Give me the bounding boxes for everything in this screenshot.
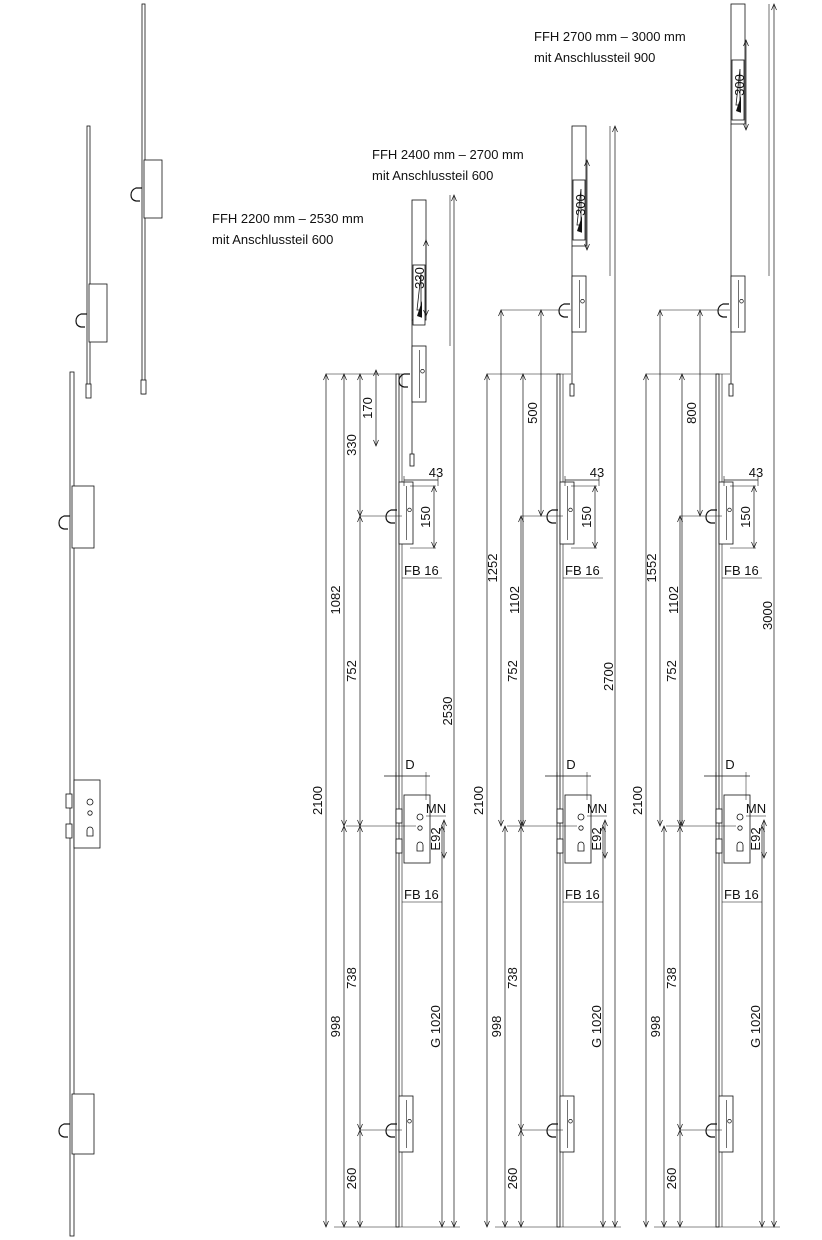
dim-1102-label: 1102: [666, 586, 681, 614]
latch-bolt: [716, 809, 722, 823]
extension-lock-plate: [731, 276, 745, 332]
dim-mn: [746, 801, 766, 816]
fb16-main: [722, 887, 762, 902]
dim-150: [418, 486, 437, 548]
overview-parts: [59, 4, 162, 1236]
dim-total: [440, 195, 457, 1227]
dim-260-label: 260: [505, 1167, 520, 1190]
dim-1102-label: 1102: [507, 586, 522, 614]
dim-mn-label: MN: [586, 801, 608, 816]
hook-bolt: [76, 314, 87, 327]
dim-43-label: 43: [748, 465, 764, 480]
hook-bolt: [559, 304, 570, 317]
lock-housing: [399, 482, 413, 544]
overview-extension-900: [131, 4, 162, 394]
dim-e92: [748, 820, 767, 858]
dim-1102: [507, 374, 526, 826]
dim-top-piece-label: 300: [573, 194, 588, 216]
main-lock: [396, 795, 430, 863]
caption-title: FFH 2400 mm – 2700 mm: [372, 147, 524, 162]
dim-hook-top: [644, 310, 663, 826]
dim-hook-top-label: 1552: [644, 553, 659, 583]
fb16-upper: [402, 563, 442, 578]
fb16-upper-label: FB 16: [404, 563, 439, 578]
dim-998-label: 998: [489, 1015, 504, 1038]
dim-2100: [630, 374, 649, 1227]
dim-upper: [684, 310, 703, 516]
upper-lock-plate: [72, 486, 94, 548]
hook-bolt: [59, 1124, 70, 1137]
dim-mn: [587, 801, 607, 816]
dim-260: [664, 1130, 683, 1227]
dim-upper-label: 800: [684, 402, 699, 424]
dim-g-1020-label: G 1020: [589, 1005, 604, 1048]
upper-hook-bolt: [706, 510, 717, 523]
dim-150: [738, 486, 757, 548]
upper-hook-lock: [719, 482, 733, 544]
dim-1102: [666, 374, 685, 826]
rail-profile: [396, 374, 399, 1227]
lock-housing: [560, 482, 574, 544]
fb16-upper: [563, 563, 603, 578]
caption-title: FFH 2200 mm – 2530 mm: [212, 211, 364, 226]
dim-738: [664, 826, 683, 1130]
caption-subtitle: mit Anschlussteil 600: [372, 168, 494, 183]
dim-170-label: 170: [360, 397, 375, 419]
variant-ffh2700: [630, 4, 780, 1227]
dim-hook-top-label: 1252: [485, 553, 500, 583]
dim-hook-top: [485, 310, 504, 826]
extension-piece: [559, 126, 610, 396]
bottom-hook-lock: [399, 1096, 413, 1152]
variant-ffh2400: [471, 126, 621, 1227]
dim-top-piece-label: 330: [412, 267, 427, 289]
dim-e92-label: E92: [748, 827, 763, 851]
fb16-main-label: FB 16: [724, 887, 759, 902]
hook-bolt: [131, 188, 142, 201]
variant-drawings: [310, 4, 780, 1227]
fb16-upper-label: FB 16: [565, 563, 600, 578]
dim-total-label: 3000: [760, 601, 775, 630]
extension-piece: [718, 4, 769, 396]
dim-260: [505, 1130, 524, 1227]
extension-piece: [399, 195, 450, 466]
dim-e92: [428, 820, 447, 858]
caption-title: FFH 2700 mm – 3000 mm: [534, 29, 686, 44]
dim-upper: [525, 310, 544, 516]
dim-total: [601, 126, 618, 1227]
fb16-upper: [722, 563, 762, 578]
dim-2100-label: 2100: [471, 786, 486, 815]
extension-lock-plate: [572, 276, 586, 332]
lock-housing: [719, 482, 733, 544]
dim-d: [545, 757, 591, 800]
bottom-hook-bolt: [547, 1124, 558, 1137]
lock-plate: [89, 284, 107, 342]
dim-150: [579, 486, 598, 548]
rail-end: [410, 454, 414, 466]
dim-2100: [310, 374, 329, 1227]
lock-housing: [731, 276, 745, 332]
dead-bolt: [66, 824, 72, 838]
rail-profile: [716, 374, 719, 1227]
dim-2100-label: 2100: [310, 786, 325, 815]
dim-mn: [426, 801, 446, 816]
fb16-main: [402, 887, 442, 902]
dim-998-label: 998: [328, 1015, 343, 1038]
dim-752: [344, 516, 363, 826]
dim-e92: [589, 820, 608, 858]
dim-150-label: 150: [418, 506, 433, 528]
dim-g-1020-label: G 1020: [428, 1005, 443, 1048]
latch-bolt: [557, 809, 563, 823]
caption-subtitle: mit Anschlussteil 900: [534, 50, 656, 65]
hook-bolt: [718, 304, 729, 317]
lock-housing: [560, 1096, 574, 1152]
dim-e92-label: E92: [589, 827, 604, 851]
bottom-hook-bolt: [386, 1124, 397, 1137]
rail-bar: [87, 126, 90, 396]
lower-lock-plate: [72, 1094, 94, 1154]
rail-end: [570, 384, 574, 396]
lock-housing: [572, 276, 586, 332]
lock-housing: [412, 346, 426, 402]
main-lock: [557, 795, 591, 863]
dim-d-label: D: [566, 757, 576, 772]
dim-e92-label: E92: [428, 827, 443, 851]
dim-2100: [471, 374, 490, 1227]
fb16-upper-label: FB 16: [724, 563, 759, 578]
dim-d-label: D: [405, 757, 415, 772]
dim-998: [489, 826, 508, 1227]
upper-hook-bolt: [386, 510, 397, 523]
dim-g-1020-label: G 1020: [748, 1005, 763, 1048]
rail-end: [729, 384, 733, 396]
main-lock-case: [74, 780, 100, 848]
dim-total-label: 2700: [601, 662, 616, 691]
dim-260-label: 260: [344, 1167, 359, 1190]
latch-bolt: [66, 794, 72, 808]
dim-upper-label: 500: [525, 402, 540, 424]
bottom-hook-lock: [560, 1096, 574, 1152]
lock-plate: [144, 160, 162, 218]
dim-738-label: 738: [344, 967, 359, 989]
dim-2100-label: 2100: [630, 786, 645, 815]
dim-738-label: 738: [505, 967, 520, 989]
dim-43-label: 43: [428, 465, 444, 480]
hook-bolt: [399, 374, 410, 387]
dim-d: [384, 757, 430, 800]
fb16-main: [563, 887, 603, 902]
rail-end: [86, 384, 91, 398]
latch-bolt: [396, 809, 402, 823]
overview-main-rail: [59, 372, 100, 1236]
upper-hook-lock: [560, 482, 574, 544]
dim-d: [704, 757, 750, 800]
dim-170: [360, 370, 379, 446]
dim-330-upper-label: 330: [344, 434, 359, 456]
bottom-hook-bolt: [706, 1124, 717, 1137]
dead-bolt: [557, 839, 563, 853]
dim-mn-label: MN: [425, 801, 447, 816]
fb16-main-label: FB 16: [404, 887, 439, 902]
dim-150-label: 150: [738, 506, 753, 528]
dim-752-label: 752: [664, 660, 679, 682]
dim-1082-label: 1082: [328, 585, 343, 615]
dim-752: [505, 516, 524, 826]
lock-housing: [399, 1096, 413, 1152]
dim-998: [328, 826, 347, 1227]
overview-extension-600: [76, 126, 107, 398]
dim-738-label: 738: [664, 967, 679, 989]
dim-998-label: 998: [648, 1015, 663, 1038]
dim-mn-label: MN: [745, 801, 767, 816]
dim-total-label: 2530: [440, 696, 455, 726]
dead-bolt: [396, 839, 402, 853]
dim-738: [505, 826, 524, 1130]
dim-752-label: 752: [344, 660, 359, 682]
dim-752-label: 752: [505, 660, 520, 682]
dim-260-label: 260: [664, 1167, 679, 1190]
lock-housing: [719, 1096, 733, 1152]
main-lock: [716, 795, 750, 863]
dim-150-label: 150: [579, 506, 594, 528]
rail-profile: [557, 374, 560, 1227]
bottom-hook-lock: [719, 1096, 733, 1152]
upper-hook-bolt: [547, 510, 558, 523]
dim-43-label: 43: [589, 465, 605, 480]
dim-260: [344, 1130, 363, 1227]
dim-998: [648, 826, 667, 1227]
extension-lock-plate: [412, 346, 426, 402]
dim-330-upper: [344, 374, 363, 516]
dim-738: [344, 826, 363, 1130]
hook-bolt: [59, 516, 70, 529]
caption-subtitle: mit Anschlussteil 600: [212, 232, 334, 247]
dead-bolt: [716, 839, 722, 853]
dim-top-piece-label: 300: [732, 74, 747, 96]
fb16-main-label: FB 16: [565, 887, 600, 902]
dim-752: [664, 516, 683, 826]
variant-ffh2200: [310, 195, 460, 1227]
dim-d-label: D: [725, 757, 735, 772]
rail-end: [141, 380, 146, 394]
upper-hook-lock: [399, 482, 413, 544]
